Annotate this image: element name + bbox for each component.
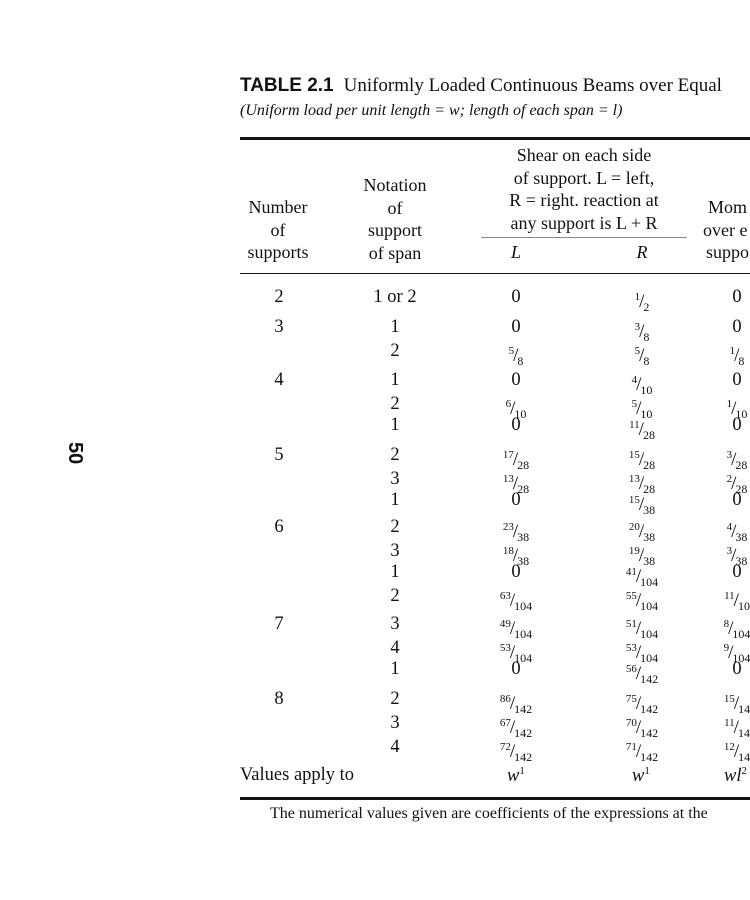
shear-right-cell: [626, 659, 658, 689]
moment-cell-value: 0: [732, 287, 742, 307]
support-count-cell-value: 7: [274, 614, 284, 634]
notation-cell: [390, 517, 399, 537]
shear-left-cell-value: 0: [511, 287, 521, 307]
notation-cell: [390, 469, 399, 489]
moment-cell: [730, 341, 745, 371]
moment-cell: [732, 659, 741, 679]
table-subtitle: (Uniform load per unit length = w; length of each span = l): [240, 102, 623, 119]
notation-cell: [390, 586, 399, 606]
shear-right-cell-value: $^5/_8$: [634, 345, 650, 368]
notation-cell: [390, 689, 399, 709]
support-count-cell-value: 2: [274, 287, 284, 307]
shear-right-cell-value: $^{41}/_{104}$: [625, 566, 659, 589]
moment-cell-value: $^4/_{38}$: [726, 521, 748, 544]
shear-right-cell-value: $^{11}/_{28}$: [629, 419, 655, 442]
shear-right-cell: [635, 287, 650, 317]
header-number-line: supports: [247, 242, 309, 262]
notation-cell-value: 4: [390, 737, 400, 757]
moment-cell-value: $^{12}/_{14}$: [723, 741, 750, 764]
bottom-rule: [240, 797, 750, 800]
header-notation-line: of span: [368, 242, 422, 263]
shear-right-cell-value: $^1/_2$: [634, 291, 650, 314]
support-count-cell: [274, 517, 283, 537]
shear-right-cell-value: $^{15}/_{38}$: [628, 494, 656, 517]
notation-cell-value: 1: [390, 415, 400, 435]
page-number: 50: [64, 442, 86, 465]
shear-left-cell: [511, 415, 520, 435]
header-moment-line: suppo: [706, 242, 750, 262]
notation-cell: [390, 638, 399, 658]
shear-right-cell-value: $^{70}/_{142}$: [625, 717, 659, 740]
values-apply-M: [724, 765, 747, 787]
shear-right-cell-value: $^{56}/_{142}$: [625, 663, 659, 686]
moment-cell-value: $^1/_8$: [729, 345, 745, 368]
notation-cell: [390, 394, 399, 414]
moment-cell-value: $^3/_{28}$: [726, 449, 748, 472]
notation-cell: [390, 490, 399, 510]
shear-left-cell-value: 0: [511, 415, 521, 435]
header-shear-line: R = right. reaction at: [509, 190, 659, 210]
shear-left-cell: [511, 370, 520, 390]
moment-cell-value: $^{11}/_{14}$: [724, 717, 750, 740]
shear-right-cell: [629, 490, 655, 520]
shear-left-cell-value: $^6/_{10}$: [505, 398, 527, 421]
notation-cell-value: 1: [390, 562, 400, 582]
notation-cell: [390, 445, 399, 465]
header-R: R: [636, 242, 648, 262]
moment-cell: [732, 370, 741, 390]
shear-left-cell-value: 0: [511, 562, 521, 582]
shear-right-cell-value: $^{15}/_{28}$: [628, 449, 656, 472]
header-shear-line: Shear on each side: [516, 145, 652, 165]
shear-left-cell: [511, 317, 520, 337]
support-count-cell: [274, 445, 283, 465]
shear-left-cell: [500, 737, 532, 767]
header-L: L: [510, 242, 521, 262]
shear-right-cell-value: $^5/_{10}$: [631, 398, 653, 421]
values-apply-L: [507, 765, 525, 787]
shear-left-cell-value: $^{63}/_{104}$: [499, 590, 533, 613]
shear-left-cell: [511, 490, 520, 510]
header-moment-line: Mom: [708, 197, 748, 217]
moment-cell: [732, 415, 741, 435]
shear-left-cell-value: 0: [511, 370, 521, 390]
moment-cell-value: 0: [732, 415, 742, 435]
notation-cell: [390, 614, 399, 634]
notation-cell: [373, 287, 416, 307]
shear-left-cell-value: $^{72}/_{142}$: [499, 741, 533, 764]
shear-left-cell-value: $^{18}/_{38}$: [502, 545, 530, 568]
notation-cell-value: 4: [390, 638, 400, 658]
shear-right-cell: [635, 341, 650, 371]
shear-left-cell: [511, 287, 520, 307]
shear-left-cell-value: 0: [511, 317, 521, 337]
notation-cell-value: 2: [390, 689, 400, 709]
shear-left-cell: [509, 341, 524, 371]
shear-right-cell-value: $^{51}/_{104}$: [625, 618, 659, 641]
moment-cell: [732, 490, 741, 510]
shear-right-cell-value: $^3/_8$: [634, 321, 650, 344]
shear-left-cell: [511, 659, 520, 679]
values-apply-M-base: wl: [724, 766, 742, 787]
table-label: TABLE 2.1: [240, 75, 334, 96]
shear-right-cell: [626, 586, 658, 616]
notation-cell-value: 3: [390, 713, 400, 733]
header-notation-line: Notation: [363, 175, 427, 195]
shear-right-cell-value: $^{13}/_{28}$: [628, 473, 656, 496]
shear-right-cell-value: $^{55}/_{104}$: [625, 590, 659, 613]
top-rule: [240, 137, 750, 140]
shear-left-cell-value: $^{49}/_{104}$: [499, 618, 533, 641]
shear-right-cell: [626, 737, 658, 767]
header-shear-line: of support. L = left,: [513, 167, 655, 188]
header-shear: [481, 144, 687, 234]
shear-left-cell-value: $^5/_8$: [508, 345, 524, 368]
notation-cell: [390, 341, 399, 361]
shear-left-cell-value: $^{67}/_{142}$: [499, 717, 533, 740]
shear-left-cell-value: $^{53}/_{104}$: [499, 642, 533, 665]
values-apply-R: [632, 765, 650, 787]
header-shear-line: any support is L + R: [510, 212, 658, 233]
header-notation-line: of: [387, 197, 403, 218]
notation-cell: [390, 541, 399, 561]
notation-cell-value: 1: [390, 370, 400, 390]
shear-left-cell-value: 0: [511, 659, 521, 679]
support-count-cell: [274, 614, 283, 634]
notation-cell-value: 1: [390, 490, 400, 510]
header-number-line: of: [270, 219, 286, 240]
shear-right-cell-value: $^{71}/_{142}$: [625, 741, 659, 764]
moment-cell: [732, 287, 741, 307]
shear-left-cell-value: $^{17}/_{28}$: [502, 449, 530, 472]
table-title: Uniformly Loaded Continuous Beams over Equal: [343, 75, 722, 96]
shear-right-cell-value: $^4/_{10}$: [631, 374, 653, 397]
table-caption: [240, 75, 722, 97]
notation-cell-value: 2: [390, 394, 400, 414]
header-number-line: Number: [248, 197, 308, 217]
support-count-cell-value: 3: [274, 317, 284, 337]
values-apply-L-base: w: [507, 766, 520, 787]
moment-cell-value: $^3/_{38}$: [726, 545, 748, 568]
support-count-cell: [274, 317, 283, 337]
support-count-cell: [274, 287, 283, 307]
support-count-cell: [274, 689, 283, 709]
moment-cell-value: $^{11}/_{10}$: [724, 590, 750, 613]
values-apply-R-exp: 1: [644, 765, 650, 777]
notation-cell-value: 2: [390, 517, 400, 537]
notation-cell: [390, 370, 399, 390]
notation-cell-value: 3: [390, 541, 400, 561]
notation-cell: [390, 317, 399, 337]
support-count-cell: [274, 370, 283, 390]
shear-left-cell: [500, 586, 532, 616]
support-count-cell-value: 4: [274, 370, 284, 390]
notation-cell: [390, 737, 399, 757]
shear-right-cell-value: $^{19}/_{38}$: [628, 545, 656, 568]
shear-right-cell: [629, 415, 655, 445]
notation-cell: [390, 562, 399, 582]
moment-cell-value: 0: [732, 562, 742, 582]
moment-cell-value: $^2/_{28}$: [726, 473, 748, 496]
notation-cell-value: 1: [390, 659, 400, 679]
moment-cell: [732, 317, 741, 337]
notation-cell-value: 2: [390, 445, 400, 465]
shear-right-cell-value: $^{53}/_{104}$: [625, 642, 659, 665]
notation-cell-value: 3: [390, 469, 400, 489]
notation-cell: [390, 659, 399, 679]
notation-cell-value: 1: [390, 317, 400, 337]
values-apply-R-base: w: [632, 766, 645, 787]
moment-cell-value: $^8/_{104}$: [723, 618, 750, 641]
values-apply-M-exp: 2: [741, 765, 747, 777]
notation-cell-value: 2: [390, 341, 400, 361]
shear-left-cell-value: $^{23}/_{38}$: [502, 521, 530, 544]
header-rule: [240, 273, 750, 274]
values-apply-label: Values apply to: [240, 765, 355, 785]
moment-cell-value: $^{15}/_{14}$: [723, 693, 750, 716]
moment-cell: [732, 562, 741, 582]
notation-cell-value: 1 or 2: [373, 287, 417, 307]
moment-cell-value: 0: [732, 370, 742, 390]
moment-cell-value: $^1/_{10}$: [726, 398, 748, 421]
notation-cell: [390, 713, 399, 733]
table-footnote: The numerical values given are coefficients of the expressions at the: [270, 805, 708, 822]
shear-left-cell: [511, 562, 520, 582]
shear-right-cell-value: $^{20}/_{38}$: [628, 521, 656, 544]
header-moment-line: over e: [703, 219, 748, 240]
notation-cell: [390, 415, 399, 435]
moment-cell-value: 0: [732, 490, 742, 510]
header-number: [240, 196, 316, 264]
shear-left-cell-value: $^{86}/_{142}$: [499, 693, 533, 716]
shear-left-cell-value: 0: [511, 490, 521, 510]
support-count-cell-value: 6: [274, 517, 284, 537]
moment-cell-value: 0: [732, 659, 742, 679]
moment-cell: [724, 737, 750, 767]
shear-left-cell-value: $^{13}/_{28}$: [502, 473, 530, 496]
support-count-cell-value: 8: [274, 689, 284, 709]
support-count-cell-value: 5: [274, 445, 284, 465]
moment-cell-value: $^9/_{104}$: [723, 642, 750, 665]
header-notation: [355, 174, 435, 264]
moment-cell-value: 0: [732, 317, 742, 337]
notation-cell-value: 3: [390, 614, 400, 634]
shear-right-cell-value: $^{75}/_{142}$: [625, 693, 659, 716]
header-moment: [703, 196, 749, 264]
values-apply-L-exp: 1: [519, 765, 525, 777]
header-notation-line: support: [368, 220, 422, 240]
shear-underline: [481, 237, 687, 238]
moment-cell: [724, 586, 750, 616]
notation-cell-value: 2: [390, 586, 400, 606]
